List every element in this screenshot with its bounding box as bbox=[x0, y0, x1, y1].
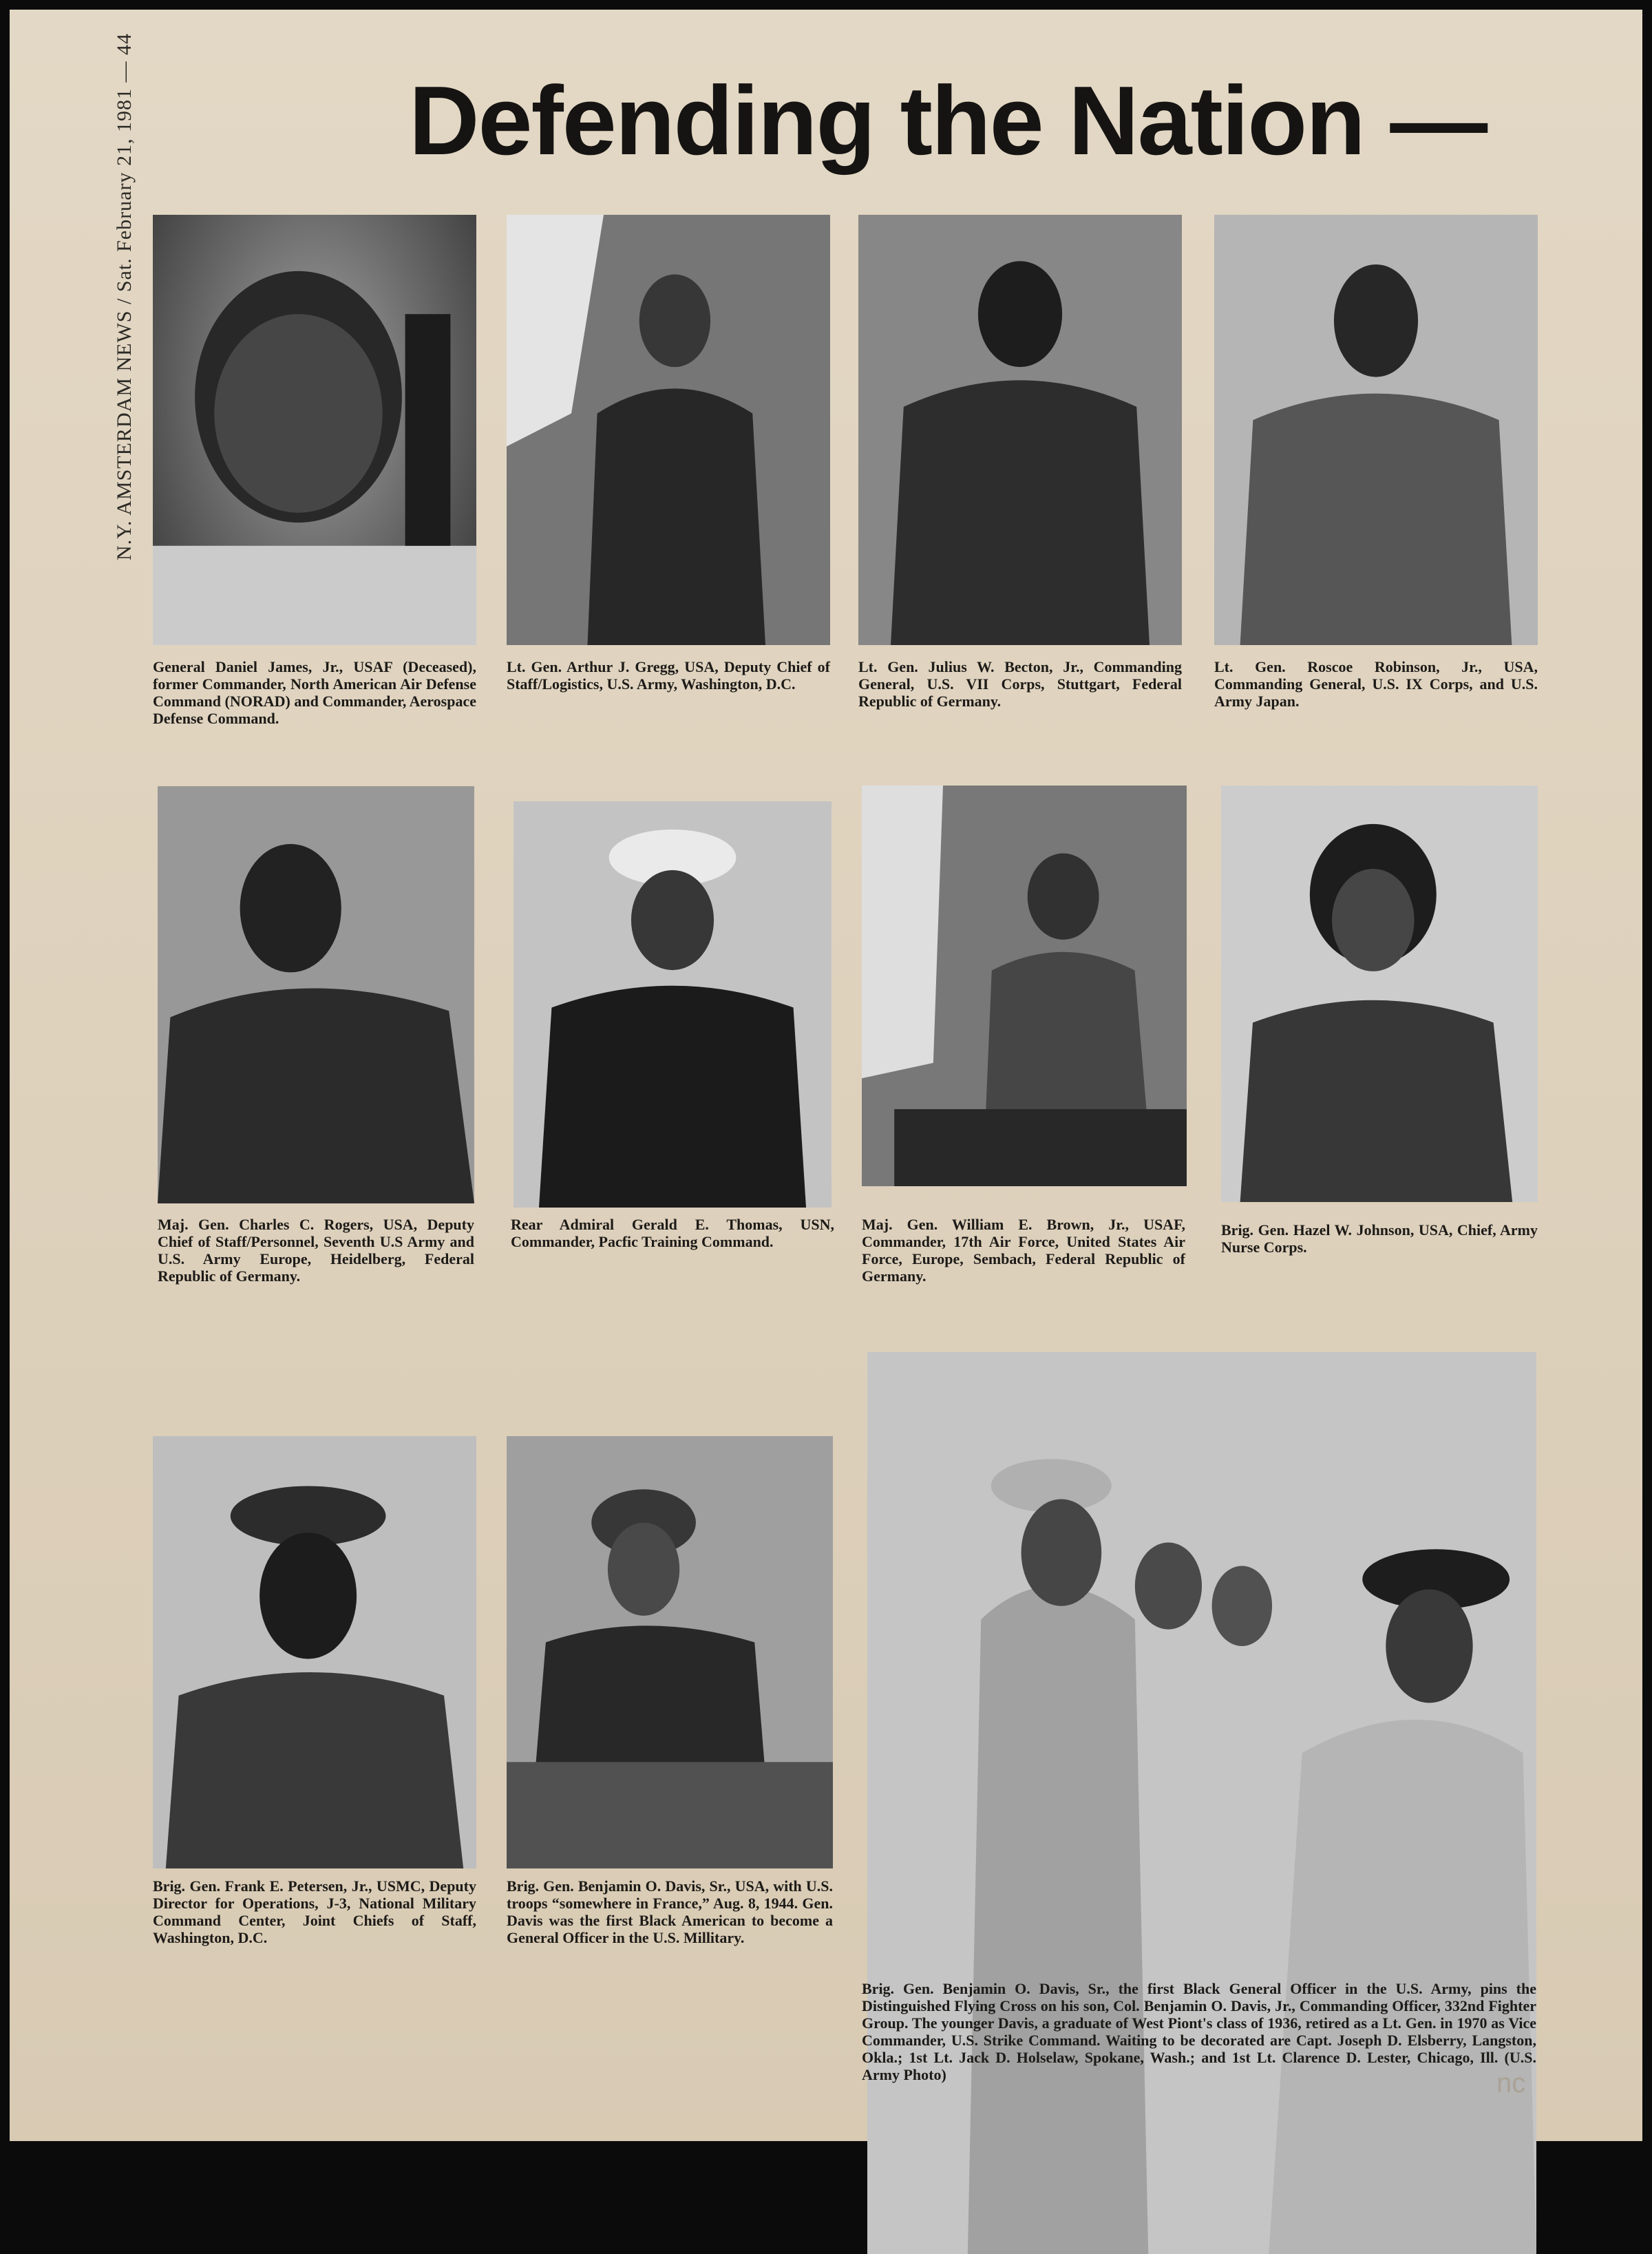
photo-petersen bbox=[153, 1436, 476, 1868]
photo-becton bbox=[858, 215, 1182, 645]
photo-ceremony bbox=[867, 1352, 1536, 2254]
caption-rogers: Maj. Gen. Charles C. Rogers, USA, Deputy Chief of Staff/Personnel, Seventh U.S Army and U.S. Army Europe, Heidelberg, Federal Republic of Germany. bbox=[158, 1216, 474, 1285]
photo-rogers bbox=[158, 786, 474, 1203]
photo-brown bbox=[862, 786, 1187, 1186]
photo-robinson bbox=[1214, 215, 1538, 645]
caption-johnson: Brig. Gen. Hazel W. Johnson, USA, Chief, Army Nurse Corps. bbox=[1221, 1221, 1538, 1256]
caption-thomas: Rear Admiral Gerald E. Thomas, USN, Commander, Pacfic Training Command. bbox=[511, 1216, 834, 1250]
caption-becton: Lt. Gen. Julius W. Becton, Jr., Commanding General, U.S. VII Corps, Stuttgart, Federal Republic of Germany. bbox=[858, 658, 1182, 710]
newspaper-page bbox=[10, 10, 1642, 2141]
photo-thomas bbox=[513, 801, 832, 1208]
page-spine-dateline: N.Y. AMSTERDAM NEWS / Sat. February 21, 1981 — 44 bbox=[113, 33, 136, 560]
caption-ceremony: Brig. Gen. Benjamin O. Davis, Sr., the first Black General Officer in the U.S. Army, pins the Distinguished Flying Cross on his son, Col. Benjamin O. Davis, Jr., Commanding Officer, 332nd Fighter Group. The younger Davis, a graduate of West Piont's class of 1936, retired as a Lt. Gen. in 1970 as Vice Commander, U.S. Strike Command. Waiting to be decorated are Capt. Joseph D. Elsberry, Langston, Okla.; 1st Lt. Jack D. Holselaw, Spokane, Wash.; and 1st Lt. Clarence D. Lester, Chicago, Ill. (U.S. Army Photo) bbox=[862, 1980, 1536, 2083]
photo-james bbox=[153, 215, 476, 645]
caption-petersen: Brig. Gen. Frank E. Petersen, Jr., USMC, Deputy Director for Operations, J-3, National Military Command Center, Joint Chiefs of Staff, Washington, D.C. bbox=[153, 1877, 476, 1946]
watermark-text: nc bbox=[1496, 2068, 1526, 2098]
photo-johnson bbox=[1221, 786, 1538, 1202]
caption-james: General Daniel James, Jr., USAF (Deceased), former Commander, North American Air Defense Command (NORAD) and Commander, Aerospace Defense Command. bbox=[153, 658, 476, 727]
caption-davis-sr: Brig. Gen. Benjamin O. Davis, Sr., USA, with U.S. troops “somewhere in France,” Aug. 8, 1944. Gen. Davis was the first Black American to become a General Officer in the U.S. Millitary. bbox=[507, 1877, 833, 1946]
page-headline: Defending the Nation — bbox=[409, 66, 1487, 176]
photo-gregg bbox=[507, 215, 830, 645]
caption-gregg: Lt. Gen. Arthur J. Gregg, USA, Deputy Chief of Staff/Logistics, U.S. Army, Washington, D.C. bbox=[507, 658, 830, 693]
caption-brown: Maj. Gen. William E. Brown, Jr., USAF, Commander, 17th Air Force, United States Air Force, Europe, Sembach, Federal Republic of Germany. bbox=[862, 1216, 1185, 1285]
photo-davis-sr bbox=[507, 1436, 833, 1868]
caption-robinson: Lt. Gen. Roscoe Robinson, Jr., USA, Commanding General, U.S. IX Corps, and U.S. Army Japan. bbox=[1214, 658, 1538, 710]
